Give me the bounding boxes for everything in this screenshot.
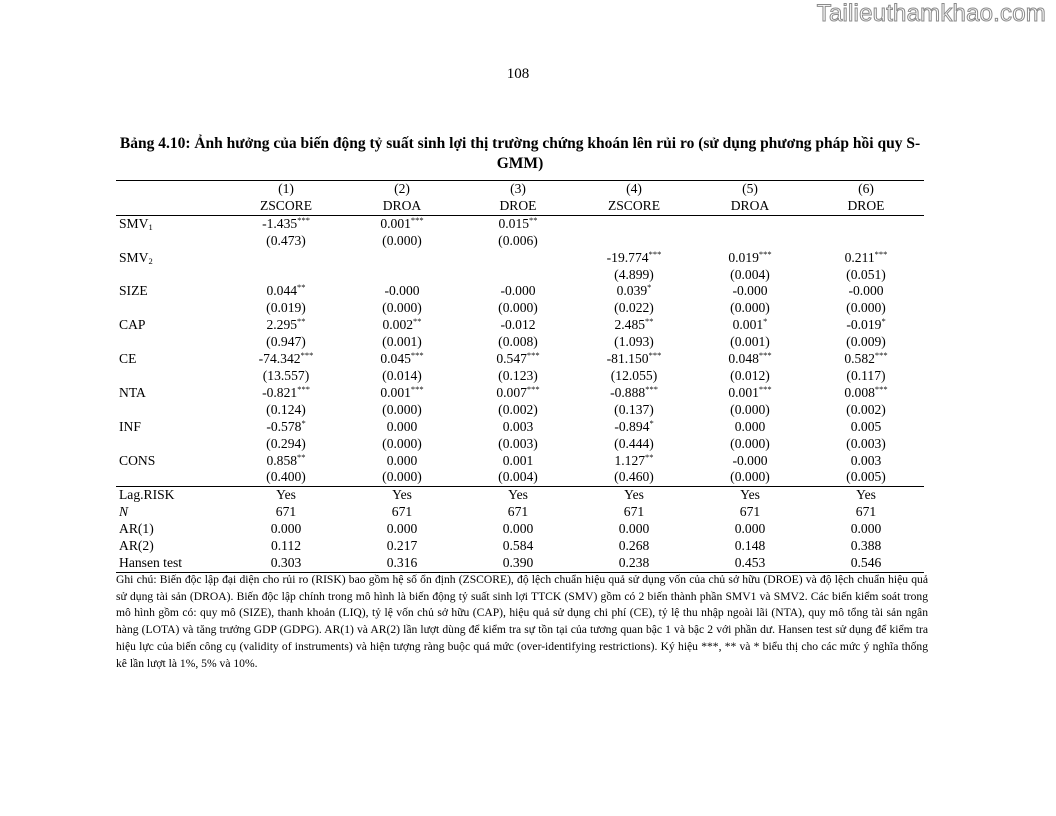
coefficient-value: 0.005 (850, 418, 882, 434)
variable-name: SMV (119, 215, 149, 231)
regression-table (116, 180, 924, 573)
column-name: DROA (692, 198, 808, 215)
coefficient-cell (692, 419, 808, 436)
coefficient-cell (576, 283, 692, 300)
coefficient-row (116, 351, 924, 368)
standard-error-cell: (0.000) (382, 300, 422, 316)
statistic-value: 0.238 (576, 555, 692, 572)
standard-error-cell (344, 267, 460, 284)
statistic-value: Yes (344, 487, 460, 504)
coefficient-cell (228, 453, 344, 470)
coefficient-cell (576, 419, 692, 436)
significance-stars: *** (758, 383, 772, 394)
significance-stars: * (881, 316, 886, 327)
coefficient-value: 0.001 (732, 317, 764, 333)
coefficient-cell (228, 283, 344, 300)
coefficient-cell (460, 250, 576, 267)
coefficient-value: 0.582 (844, 351, 875, 367)
coefficient-cell (344, 283, 460, 300)
statistic-label: Hansen test (116, 555, 228, 572)
significance-stars: ** (645, 451, 654, 462)
coefficient-value: 0.001 (380, 215, 411, 231)
statistic-value: 0.303 (228, 555, 344, 572)
coefficient-value: -0.894 (614, 418, 650, 434)
coefficient-row (116, 317, 924, 334)
coefficient-value: 0.001 (380, 384, 411, 400)
significance-stars: *** (758, 350, 772, 361)
significance-stars: *** (874, 350, 888, 361)
standard-error-cell (692, 233, 808, 250)
coefficient-value: -0.000 (384, 283, 420, 299)
statistic-value: 671 (739, 504, 761, 520)
column-name: ZSCORE (576, 198, 692, 215)
coefficient-row (116, 250, 924, 267)
coefficient-row (116, 215, 924, 232)
variable-label (116, 453, 228, 470)
variable-label (116, 419, 228, 436)
standard-error-cell: (0.000) (382, 469, 422, 485)
standard-error-cell: (0.003) (846, 435, 886, 451)
standard-error-row (116, 267, 924, 284)
significance-stars: ** (297, 282, 306, 293)
standard-error-cell (808, 233, 924, 250)
statistic-row (116, 538, 924, 555)
variable-name: SMV (119, 249, 149, 265)
standard-error-row (116, 436, 924, 453)
coefficient-cell (460, 351, 576, 368)
coefficient-cell (808, 317, 924, 334)
coefficient-value: -81.150 (606, 351, 649, 367)
standard-error-cell: (0.001) (382, 334, 422, 350)
statistic-value: 671 (275, 504, 297, 520)
coefficient-cell (692, 351, 808, 368)
coefficient-row (116, 283, 924, 300)
statistic-value: 0.453 (692, 555, 808, 572)
coefficient-cell (576, 317, 692, 334)
statistic-label: N (119, 504, 129, 520)
standard-error-cell: (0.117) (846, 367, 886, 383)
variable-subscript: 1 (148, 221, 153, 232)
standard-error-cell: (4.899) (614, 266, 654, 282)
significance-stars: * (301, 417, 306, 428)
statistic-label: AR(1) (119, 521, 154, 537)
coefficient-rows (116, 215, 924, 487)
coefficient-value: 0.039 (616, 283, 648, 299)
statistic-value: Yes (576, 487, 692, 504)
coefficient-value: -0.000 (848, 283, 884, 299)
standard-error-row (116, 469, 924, 486)
empty-label (116, 267, 228, 284)
coefficient-cell (344, 453, 460, 470)
coefficient-value: 0.003 (850, 452, 882, 468)
coefficient-row (116, 385, 924, 402)
coefficient-value: 0.000 (734, 418, 766, 434)
significance-stars: *** (410, 350, 424, 361)
statistic-value: 0.000 (502, 521, 534, 537)
column-name: DROE (460, 198, 576, 215)
header-corner (116, 181, 228, 198)
standard-error-cell: (0.005) (846, 469, 886, 485)
statistic-row (116, 504, 924, 521)
coefficient-value: 0.015 (498, 215, 530, 231)
coefficient-value: -1.435 (262, 215, 298, 231)
coefficient-value: 0.045 (380, 351, 411, 367)
statistic-value: Yes (228, 487, 344, 504)
coefficient-value: -74.342 (258, 351, 301, 367)
coefficient-value: -0.888 (610, 384, 646, 400)
standard-error-cell: (0.012) (730, 367, 770, 383)
empty-label (116, 436, 228, 453)
standard-error-row (116, 368, 924, 385)
significance-stars: ** (297, 316, 306, 327)
standard-error-cell: (0.444) (614, 435, 654, 451)
standard-error-cell: (0.124) (266, 401, 306, 417)
variable-name: SIZE (119, 283, 148, 299)
coefficient-cell (344, 419, 460, 436)
coefficient-value: 0.048 (728, 351, 759, 367)
coefficient-value: -0.000 (500, 283, 536, 299)
statistic-value: Yes (808, 487, 924, 504)
coefficient-cell (460, 317, 576, 334)
standard-error-cell: (0.294) (266, 435, 306, 451)
empty-label (116, 334, 228, 351)
header-row-names (116, 198, 924, 215)
table-header (116, 181, 924, 216)
coefficient-value: 2.295 (266, 317, 298, 333)
significance-stars: ** (413, 316, 422, 327)
coefficient-value: 0.547 (496, 351, 527, 367)
standard-error-cell: (0.019) (266, 300, 306, 316)
statistic-value: 0.000 (386, 521, 418, 537)
coefficient-value: -0.019 (846, 317, 882, 333)
coefficient-value: -0.578 (266, 418, 302, 434)
coefficient-cell (808, 250, 924, 267)
coefficient-cell (460, 283, 576, 300)
standard-error-cell: (0.137) (614, 401, 654, 417)
standard-error-cell: (0.947) (266, 334, 306, 350)
statistic-value: 0.388 (850, 538, 882, 554)
standard-error-cell: (0.000) (730, 401, 770, 417)
column-number: (1) (228, 181, 344, 198)
coefficient-cell (228, 351, 344, 368)
standard-error-cell: (0.000) (730, 469, 770, 485)
statistic-value: 671 (855, 504, 877, 520)
statistic-value: 0.148 (734, 538, 766, 554)
standard-error-cell: (0.000) (498, 300, 538, 316)
standard-error-cell: (0.001) (730, 334, 770, 350)
variable-name: NTA (119, 384, 146, 400)
statistic-value: 0.112 (270, 538, 302, 554)
standard-error-cell: (0.123) (498, 367, 538, 383)
coefficient-value: 0.211 (844, 249, 875, 265)
standard-error-cell: (0.400) (266, 469, 306, 485)
coefficient-cell (344, 351, 460, 368)
coefficient-cell (344, 317, 460, 334)
standard-error-cell: (0.003) (498, 435, 538, 451)
standard-error-cell: (0.460) (614, 469, 654, 485)
statistic-value: 0.316 (344, 555, 460, 572)
standard-error-cell: (0.000) (382, 232, 422, 248)
coefficient-cell (576, 453, 692, 470)
standard-error-cell: (0.006) (498, 232, 538, 248)
variable-subscript: 2 (148, 255, 153, 266)
empty-label (116, 402, 228, 419)
coefficient-cell (228, 250, 344, 267)
standard-error-cell: (13.557) (262, 367, 310, 383)
statistic-value: 0.000 (850, 521, 882, 537)
significance-stars: ** (297, 451, 306, 462)
variable-label (116, 351, 228, 368)
significance-stars: *** (874, 383, 888, 394)
variable-label (116, 317, 228, 334)
standard-error-cell: (0.000) (730, 435, 770, 451)
statistic-label: AR(2) (119, 538, 154, 554)
significance-stars: *** (526, 383, 540, 394)
standard-error-cell: (0.004) (498, 469, 538, 485)
standard-error-cell: (0.000) (382, 401, 422, 417)
coefficient-value: 0.000 (386, 452, 418, 468)
coefficient-value: 0.002 (382, 317, 414, 333)
significance-stars: *** (648, 350, 662, 361)
standard-error-cell: (0.002) (846, 401, 886, 417)
column-name: DROA (344, 198, 460, 215)
coefficient-cell (692, 283, 808, 300)
column-number: (3) (460, 181, 576, 198)
coefficient-value: 2.485 (614, 317, 646, 333)
coefficient-cell (460, 453, 576, 470)
significance-stars: *** (297, 214, 310, 225)
coefficient-value: 0.000 (386, 418, 418, 434)
significance-stars: ** (529, 214, 538, 225)
standard-error-cell: (0.009) (846, 334, 886, 350)
coefficient-row (116, 419, 924, 436)
empty-label (116, 469, 228, 486)
coefficient-value: -19.774 (606, 249, 649, 265)
standard-error-cell: (12.055) (610, 367, 658, 383)
statistic-value: 0.584 (502, 538, 534, 554)
standard-error-cell (460, 267, 576, 284)
variable-label (116, 385, 228, 402)
table-notes: Ghi chú: Biến độc lập đại diện cho rủi ro (RISK) bao gồm hệ số ổn định (ZSCORE), độ lệch chuẩn hiệu quả sử dụng vốn của chủ sở hữu (DROE) và độ lệch chuẩn hiệu quả sử dụng tài sản (DROA). Biến độc lập chính trong mô hình là biến động tỷ suất sinh lợi TTCK (SMV) gồm có 2 biến thành phần SMV1 và SMV2. Các biến kiểm soát trong mô hình gồm có: quy mô (SIZE), thanh khoản (LIQ), tỷ lệ vốn chủ sở hữu (CAP), hiệu quả sử dụng chi phí (CE), tỷ lệ thu nhập ngoài lãi (NTA), quy mô tổng tài sản ngân hàng (LOTA) và tăng trưởng GDP (GDPG). AR(1) và AR(2) lần lượt dùng để kiểm tra sự tồn tại của tương quan bậc 1 và bậc 2 với phần dư. Hansen test sử dụng để kiểm tra hiệu lực của biến công cụ (validity of instruments) và hiện tượng ràng buộc quá mức (over-identifying restrictions). Ký hiệu ***, ** và * biểu thị cho các mức ý nghĩa thống kê lần lượt là 1%, 5% và 10%. (116, 573, 928, 670)
header-corner (116, 198, 228, 215)
coefficient-value: -0.000 (732, 283, 768, 299)
coefficient-value: 0.019 (728, 249, 759, 265)
standard-error-cell: (0.008) (498, 334, 538, 350)
column-name: ZSCORE (228, 198, 344, 215)
coefficient-value: -0.821 (262, 384, 298, 400)
coefficient-row (116, 453, 924, 470)
coefficient-value: 0.007 (496, 384, 527, 400)
coefficient-cell (228, 317, 344, 334)
significance-stars: *** (645, 383, 658, 394)
variable-label (116, 215, 228, 232)
empty-label (116, 368, 228, 385)
statistics-rows (116, 487, 924, 573)
statistic-value: 0.000 (734, 521, 766, 537)
standard-error-row (116, 300, 924, 317)
statistic-value: 671 (623, 504, 645, 520)
coefficient-value: 0.858 (266, 452, 298, 468)
coefficient-cell (344, 215, 460, 232)
statistic-row (116, 555, 924, 572)
column-number: (6) (808, 181, 924, 198)
significance-stars: *** (874, 248, 888, 259)
statistic-value: 0.217 (386, 538, 418, 554)
coefficient-cell (344, 250, 460, 267)
statistic-value: 0.390 (460, 555, 576, 572)
significance-stars: *** (758, 248, 772, 259)
coefficient-cell (808, 385, 924, 402)
coefficient-value: -0.000 (732, 452, 768, 468)
standard-error-cell: (0.000) (382, 435, 422, 451)
variable-name: CAP (119, 317, 146, 333)
coefficient-cell (228, 385, 344, 402)
significance-stars: ** (645, 316, 654, 327)
coefficient-cell (228, 215, 344, 232)
statistic-value: Yes (692, 487, 808, 504)
standard-error-cell: (1.093) (614, 334, 654, 350)
significance-stars: *** (297, 383, 310, 394)
statistic-value: 0.546 (808, 555, 924, 572)
statistic-label: Lag.RISK (116, 487, 228, 504)
significance-stars: *** (300, 350, 314, 361)
column-number: (5) (692, 181, 808, 198)
coefficient-cell (576, 250, 692, 267)
coefficient-value: 0.003 (502, 418, 534, 434)
standard-error-cell: (0.473) (266, 232, 306, 248)
variable-name: INF (119, 418, 141, 434)
standard-error-cell: (0.000) (846, 300, 886, 316)
coefficient-cell (576, 385, 692, 402)
significance-stars: * (649, 417, 654, 428)
empty-label (116, 300, 228, 317)
standard-error-cell (228, 267, 344, 284)
coefficient-cell (460, 419, 576, 436)
significance-stars: *** (410, 214, 424, 225)
coefficient-value: -0.012 (500, 317, 536, 333)
column-number: (2) (344, 181, 460, 198)
coefficient-cell (692, 385, 808, 402)
coefficient-cell (692, 317, 808, 334)
column-number: (4) (576, 181, 692, 198)
coefficient-cell (576, 215, 692, 232)
significance-stars: *** (526, 350, 540, 361)
coefficient-cell (576, 351, 692, 368)
coefficient-cell (692, 453, 808, 470)
variable-name: CE (119, 351, 137, 367)
standard-error-cell: (0.051) (846, 266, 886, 282)
coefficient-value: 0.044 (266, 283, 298, 299)
statistic-value: 0.000 (270, 521, 302, 537)
coefficient-value: 0.001 (728, 384, 759, 400)
table-caption: Bảng 4.10: Ảnh hưởng của biến động tỷ suất sinh lợi thị trường chứng khoán lên rủi ro (sử dụng phương pháp hồi quy S-GMM) (119, 135, 921, 172)
significance-stars: * (763, 316, 768, 327)
standard-error-row (116, 233, 924, 250)
watermark: Tailieuthamkhao.com (816, 0, 1046, 27)
coefficient-cell (692, 215, 808, 232)
standard-error-cell: (0.022) (614, 300, 654, 316)
coefficient-cell (808, 215, 924, 232)
statistic-value: 0.268 (618, 538, 650, 554)
coefficient-cell (808, 419, 924, 436)
standard-error-cell: (0.014) (382, 367, 422, 383)
coefficient-cell (808, 351, 924, 368)
standard-error-cell: (0.000) (730, 300, 770, 316)
header-row-numbers (116, 181, 924, 198)
statistic-value: 671 (507, 504, 529, 520)
coefficient-value: 0.001 (502, 452, 534, 468)
standard-error-cell (576, 233, 692, 250)
coefficient-cell (808, 283, 924, 300)
column-name: DROE (808, 198, 924, 215)
variable-label (116, 283, 228, 300)
statistic-row (116, 487, 924, 504)
standard-error-row (116, 402, 924, 419)
significance-stars: *** (410, 383, 424, 394)
variable-name: CONS (119, 452, 156, 468)
coefficient-value: 1.127 (614, 452, 646, 468)
variable-label (116, 250, 228, 267)
coefficient-cell (692, 250, 808, 267)
empty-label (116, 233, 228, 250)
coefficient-cell (460, 385, 576, 402)
coefficient-cell (460, 215, 576, 232)
coefficient-cell (228, 419, 344, 436)
significance-stars: * (647, 282, 652, 293)
statistic-value: Yes (460, 487, 576, 504)
statistic-value: 0.000 (618, 521, 650, 537)
coefficient-cell (808, 453, 924, 470)
significance-stars: *** (648, 248, 662, 259)
coefficient-value: 0.008 (844, 384, 875, 400)
page-number: 108 (506, 66, 530, 82)
standard-error-cell: (0.004) (730, 266, 770, 282)
coefficient-cell (344, 385, 460, 402)
statistic-row (116, 521, 924, 538)
standard-error-cell: (0.002) (498, 401, 538, 417)
statistic-value: 671 (391, 504, 413, 520)
standard-error-row (116, 334, 924, 351)
